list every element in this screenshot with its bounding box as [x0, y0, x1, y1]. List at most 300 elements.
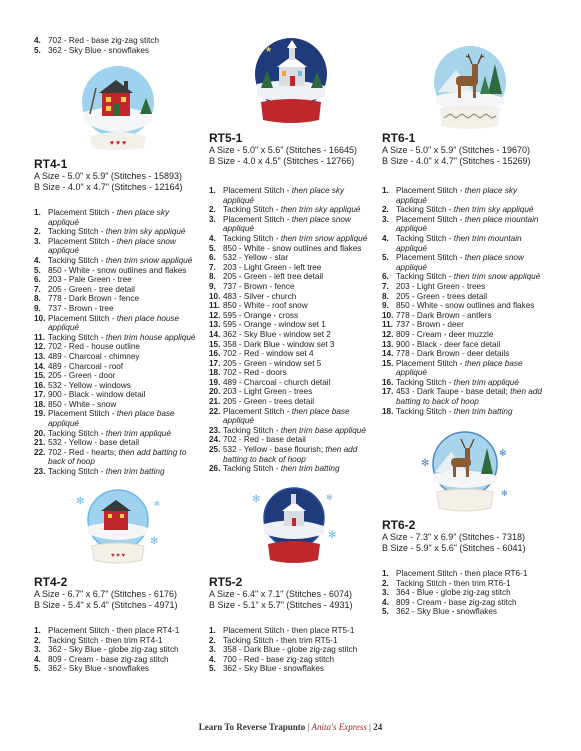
step-plain-text: 362 - Sky Blue - globe zig-zag stitch [48, 645, 179, 655]
step-number: 1. [34, 626, 41, 635]
list-item [382, 205, 548, 215]
step-text [48, 256, 196, 266]
footer-book-title: Learn To Reverse Trapunto [198, 722, 306, 732]
svg-text:♥ ♥ ♥: ♥ ♥ ♥ [110, 553, 126, 559]
footer-publication: Anita's Express [311, 722, 367, 732]
step-number: 14. [382, 349, 394, 359]
step-plain-text: Placement Stitch - [223, 406, 292, 416]
step-text [223, 320, 375, 330]
step-plain-text: 362 - Sky Blue - snowflakes [48, 664, 150, 674]
step-plain-text: 809 - Cream - deer muzzle [396, 329, 494, 339]
list-item [382, 569, 548, 579]
step-text [223, 626, 375, 636]
svg-text:★: ★ [265, 45, 273, 54]
step-number: 17. [34, 390, 46, 400]
svg-text:✻: ✻ [76, 496, 85, 507]
step-text [396, 387, 548, 406]
list-item [34, 362, 196, 372]
list-item [209, 397, 375, 407]
svg-text:✻: ✻ [501, 489, 508, 498]
step-plain-text: 809 - Cream - base zig-zag stitch [396, 597, 517, 607]
design-title: RT5-1 [209, 131, 243, 145]
step-text [396, 340, 548, 350]
step-plain-text: 362 - Sky Blue - snowflakes [48, 45, 150, 55]
step-text [396, 282, 548, 292]
step-plain-text: Placement Stitch - [396, 214, 465, 224]
list-item [209, 445, 375, 464]
step-number: 1. [34, 208, 41, 217]
step-text [223, 349, 375, 359]
size-b: B Size - 4.0" x 4.7" (Stitches - 12164) [34, 181, 183, 192]
step-plain-text: 453 - Dark Taupe - base detail; [396, 387, 511, 397]
step-italic-text: then place house appliqué [48, 313, 180, 333]
step-plain-text: 489 - Charcoal - church detail [223, 377, 331, 387]
footer-separator: | [369, 722, 371, 732]
step-number: 11. [34, 332, 45, 342]
list-item [382, 378, 548, 388]
list-item [34, 409, 196, 428]
step-text [48, 448, 196, 467]
step-number: 3. [382, 588, 389, 598]
step-plain-text: Placement Stitch - [48, 409, 117, 419]
list-item [209, 215, 375, 234]
list-item [209, 320, 375, 330]
step-plain-text: 702 - Red - base zig-zag stitch [48, 36, 160, 45]
section-rt5-2 [209, 575, 375, 674]
list-item [382, 301, 548, 311]
list-item [34, 429, 196, 439]
step-text [48, 390, 196, 400]
step-italic-text: then place base appliqué [223, 406, 350, 426]
step-plain-text: 702 - Red - house outline [48, 342, 140, 352]
design-title: RT4-2 [34, 575, 68, 589]
step-plain-text: Placement Stitch - [48, 208, 117, 217]
step-number: 18. [209, 368, 221, 378]
list-item [382, 349, 548, 359]
list-item [382, 311, 548, 321]
step-italic-text: then trim snow appliqué [453, 272, 541, 282]
step-number: 3. [382, 214, 389, 224]
step-plain-text: Tacking Stitch - [48, 332, 106, 342]
step-plain-text: Placement Stitch - [48, 313, 117, 323]
step-number: 23. [34, 467, 46, 477]
list-item [209, 349, 375, 359]
step-italic-text: then place base appliqué [48, 409, 175, 429]
step-text [396, 301, 548, 311]
step-plain-text: 737 - Brown - deer [396, 320, 464, 330]
step-text [48, 381, 196, 391]
svg-text:✻: ✻ [150, 536, 159, 547]
list-item [382, 359, 548, 378]
step-plain-text: 205 - Green - window set 5 [223, 358, 322, 368]
rt6-2-globe-image [419, 426, 511, 516]
step-text [396, 272, 548, 282]
steps-list [209, 186, 375, 474]
step-plain-text: 532 - Yellow - base flourish; [223, 445, 326, 455]
design-title: RT5-2 [209, 575, 243, 589]
step-plain-text: 205 - Green - left tree detail [223, 272, 324, 282]
step-number: 4. [209, 233, 216, 243]
step-text [223, 407, 375, 426]
list-item [209, 234, 375, 244]
steps-list [34, 36, 194, 55]
step-italic-text: then trim sky appliqué [280, 205, 361, 215]
step-plain-text: 700 - Red - base zig-zag stitch [223, 654, 335, 664]
design-title: RT6-2 [382, 518, 416, 532]
svg-text:✻: ✻ [326, 493, 333, 502]
page-footer [0, 722, 581, 732]
list-item [209, 282, 375, 292]
step-plain-text: 489 - Charcoal - chimney [48, 351, 140, 361]
step-number: 16. [382, 377, 394, 387]
size-b: B Size - 5.4" x 5.4" (Stitches - 4971) [34, 599, 178, 610]
step-italic-text: then trim batting [105, 467, 165, 477]
step-text [223, 234, 375, 244]
step-text [396, 320, 548, 330]
step-plain-text: Placement Stitch - [396, 186, 465, 195]
step-number: 7. [34, 284, 41, 294]
step-text [396, 292, 548, 302]
list-item [382, 588, 548, 598]
rt4-1-globe-image [76, 62, 160, 154]
step-number: 12. [382, 329, 394, 339]
step-text [223, 340, 375, 350]
list-item [209, 253, 375, 263]
step-number: 22. [34, 447, 46, 457]
step-italic-text: then trim base appliqué [280, 425, 366, 435]
step-number: 1. [209, 186, 216, 195]
step-italic-text: then place snow appliqué [396, 253, 524, 272]
list-item [209, 301, 375, 311]
step-number: 25. [209, 445, 221, 455]
step-text [48, 352, 196, 362]
step-number: 3. [34, 645, 41, 655]
steps-list [34, 626, 200, 674]
step-plain-text: 850 - White - snow outlines and flakes [48, 265, 187, 275]
step-number: 10. [34, 313, 46, 323]
step-plain-text: 489 - Charcoal - roof [48, 361, 124, 371]
step-plain-text: Placement Stitch - [48, 236, 117, 246]
step-number: 11. [382, 320, 393, 330]
list-item [209, 645, 375, 655]
svg-text:✻: ✻ [499, 448, 507, 458]
step-number: 2. [34, 227, 41, 237]
list-item [34, 664, 200, 674]
rt6-1-globe-image [428, 42, 512, 134]
list-item [382, 215, 548, 234]
list-item [209, 387, 375, 397]
list-item [34, 333, 196, 343]
step-text [223, 397, 375, 407]
step-text [223, 387, 375, 397]
step-italic-text: then trim batting [280, 464, 340, 474]
step-plain-text: 205 - Green - tree detail [48, 284, 135, 294]
step-plain-text: Tacking Stitch - [48, 255, 106, 265]
list-item [34, 390, 196, 400]
step-text [223, 445, 375, 464]
step-text [396, 234, 548, 253]
step-italic-text: then place mountain appliqué [396, 214, 539, 234]
list-item [209, 340, 375, 350]
step-text [223, 301, 375, 311]
step-text [223, 186, 375, 205]
steps-list [382, 569, 548, 617]
step-number: 4. [209, 654, 216, 664]
step-plain-text: 702 - Red - hearts; [48, 447, 119, 457]
size-b: B Size - 4.0 x 4.5" (Stitches - 12766) [209, 155, 355, 166]
step-plain-text: Tacking Stitch - [48, 467, 106, 477]
step-plain-text: 702 - Red - doors [223, 368, 287, 378]
step-italic-text: then place sky appliqué [223, 186, 345, 205]
design-title: RT4-1 [34, 157, 68, 171]
step-plain-text: Placement Stitch - [396, 358, 465, 368]
step-text [48, 227, 196, 237]
step-plain-text: Tacking Stitch - then trim RT5-1 [223, 635, 338, 645]
step-plain-text: Tacking Stitch - [396, 406, 454, 416]
step-plain-text: 532 - Yellow - windows [48, 380, 131, 390]
step-plain-text: 362 - Sky Blue - snowflakes [396, 607, 498, 617]
step-number: 10. [209, 291, 221, 301]
step-number: 20. [34, 428, 46, 438]
step-plain-text: Tacking Stitch - [223, 233, 281, 243]
step-number: 15. [34, 371, 46, 381]
list-item [382, 292, 548, 302]
step-text [396, 349, 548, 359]
step-number: 6. [382, 272, 389, 282]
step-text [223, 272, 375, 282]
list-item [34, 237, 196, 256]
step-plain-text: 737 - Brown - tree [48, 303, 114, 313]
step-text [396, 311, 548, 321]
size-a: A Size - 5.0" x 5.6" (Stitches - 16645) [209, 145, 357, 155]
list-item [34, 352, 196, 362]
list-item [209, 263, 375, 273]
step-number: 5. [209, 243, 216, 253]
step-text [396, 598, 548, 608]
list-item [382, 340, 548, 350]
step-plain-text: 737 - Brown - fence [223, 281, 295, 291]
size-b: B Size - 4.0" x 4.7" (Stitches - 15269) [382, 155, 531, 166]
step-number: 2. [209, 635, 216, 645]
step-italic-text: then add batting to back of hoop [396, 387, 542, 407]
list-item [34, 342, 196, 352]
section-rt6-2 [382, 518, 548, 617]
step-plain-text: 900 - Black - window detail [48, 390, 146, 400]
list-item [209, 186, 375, 205]
step-plain-text: 595 - Orange - cross [223, 310, 299, 320]
list-item [209, 272, 375, 282]
list-item [209, 378, 375, 388]
list-item [209, 244, 375, 254]
step-number: 22. [209, 406, 221, 416]
step-number: 8. [382, 291, 389, 301]
step-text [223, 378, 375, 388]
section-rt4-1 [34, 157, 196, 477]
step-number: 3. [34, 236, 41, 246]
list-item [382, 234, 548, 253]
step-number: 2. [382, 578, 389, 588]
step-plain-text: 483 - Silver - church [223, 291, 297, 301]
step-number: 21. [34, 438, 46, 448]
step-plain-text: 532 - Yellow - star [223, 253, 289, 263]
step-number: 5. [34, 664, 41, 674]
step-text [48, 275, 196, 285]
size-b: B Size - 5.1" x 5.7" (Stitches - 4931) [209, 599, 353, 610]
step-plain-text: Tacking Stitch - [223, 464, 281, 474]
step-text [48, 342, 196, 352]
step-text [396, 359, 548, 378]
step-italic-text: then place sky appliqué [48, 208, 170, 227]
footer-separator: | [307, 722, 310, 732]
step-number: 15. [382, 358, 394, 368]
step-plain-text: 778 - Dark Brown - fence [48, 294, 140, 304]
list-item [34, 36, 194, 46]
step-plain-text: 362 - Sky Blue - window set 2 [223, 329, 331, 339]
step-number: 4. [34, 654, 41, 664]
step-text [223, 263, 375, 273]
list-item [34, 266, 196, 276]
step-text [48, 400, 196, 410]
list-item [382, 407, 548, 417]
step-plain-text: Tacking Stitch - [396, 272, 454, 282]
list-item [34, 371, 196, 381]
list-item [382, 320, 548, 330]
step-text [48, 46, 194, 56]
step-number: 24. [209, 435, 221, 445]
step-plain-text: Tacking Stitch - then trim RT6-1 [396, 578, 511, 588]
step-number: 11. [209, 301, 220, 311]
list-item [209, 359, 375, 369]
step-italic-text: then place snow appliqué [48, 236, 176, 256]
list-item [34, 636, 200, 646]
step-number: 2. [209, 205, 216, 215]
step-number: 20. [209, 387, 221, 397]
step-number: 7. [382, 281, 389, 291]
step-italic-text: then trim batting [453, 406, 513, 416]
list-item [382, 579, 548, 589]
step-text [223, 464, 375, 474]
step-plain-text: Tacking Stitch - [396, 205, 454, 215]
list-item [209, 368, 375, 378]
step-number: 12. [34, 342, 46, 352]
step-number: 9. [382, 301, 389, 311]
list-item [209, 311, 375, 321]
step-text [223, 426, 375, 436]
step-text [223, 215, 375, 234]
step-plain-text: 778 - Dark Brown - deer details [396, 349, 510, 359]
step-text [48, 626, 200, 636]
step-plain-text: 900 - Black - deer face detail [396, 339, 501, 349]
step-plain-text: Tacking Stitch - then trim RT4-1 [48, 635, 163, 645]
list-item [209, 435, 375, 445]
step-text [396, 378, 548, 388]
size-a: A Size - 6.4" x 7.1" (Stitches - 6074) [209, 589, 352, 599]
step-text [48, 409, 196, 428]
list-item [34, 400, 196, 410]
list-item [382, 272, 548, 282]
step-plain-text: Placement Stitch - [223, 186, 292, 195]
svg-text:✻: ✻ [252, 494, 261, 505]
step-plain-text: 850 - White - snow outlines and flakes [396, 301, 535, 311]
step-number: 23. [209, 425, 221, 435]
svg-text:✻: ✻ [154, 501, 160, 508]
step-plain-text: Tacking Stitch - [223, 425, 281, 435]
step-text [396, 330, 548, 340]
list-item [209, 407, 375, 426]
step-plain-text: 203 - Light Green - left tree [223, 262, 322, 272]
step-text [396, 205, 548, 215]
step-number: 5. [34, 265, 41, 275]
step-text [48, 333, 196, 343]
list-item [34, 208, 196, 227]
step-text [223, 645, 375, 655]
step-plain-text: 702 - Red - base detail [223, 435, 306, 445]
step-number: 4. [382, 597, 389, 607]
step-text [396, 253, 548, 272]
step-number: 15. [209, 339, 221, 349]
step-plain-text: 702 - Red - window set 4 [223, 349, 314, 359]
step-number: 16. [34, 380, 46, 390]
list-item [34, 314, 196, 333]
step-text [223, 636, 375, 646]
list-item [34, 467, 196, 477]
size-a: A Size - 5.0" x 5.9" (Stitches - 19670) [382, 145, 530, 155]
step-italic-text: then trim appliqué [105, 428, 171, 438]
list-top-partial [34, 36, 194, 55]
step-text [223, 664, 375, 674]
step-text [48, 371, 196, 381]
step-plain-text: 203 - Light Green - trees [396, 281, 486, 291]
step-text [48, 664, 200, 674]
step-plain-text: 364 - Blue - globe zig-zag stitch [396, 588, 511, 598]
step-text [223, 282, 375, 292]
list-item [209, 664, 375, 674]
step-plain-text: 205 - Green - trees detail [396, 291, 488, 301]
step-italic-text: then trim house appliqué [105, 332, 196, 342]
step-text [48, 36, 194, 46]
step-number: 5. [209, 664, 216, 674]
step-text [48, 429, 196, 439]
step-number: 13. [382, 339, 394, 349]
step-text [48, 294, 196, 304]
steps-list [209, 626, 375, 674]
svg-text:✻: ✻ [421, 458, 430, 469]
step-italic-text: then place sky appliqué [396, 186, 518, 205]
list-item [382, 607, 548, 617]
step-text [48, 438, 196, 448]
step-number: 5. [382, 253, 389, 263]
step-number: 6. [209, 253, 216, 263]
step-text [223, 311, 375, 321]
step-number: 5. [382, 607, 389, 617]
step-plain-text: 850 - White - roof snow [223, 301, 308, 311]
step-italic-text: then trim snow appliqué [280, 233, 368, 243]
step-plain-text: 809 - Cream - base zig-zag stitch [48, 654, 169, 664]
step-plain-text: Placement Stitch - then place RT5-1 [223, 626, 355, 635]
list-item [209, 464, 375, 474]
step-plain-text: Placement Stitch - [396, 253, 465, 263]
list-item [34, 304, 196, 314]
list-item [209, 426, 375, 436]
step-number: 1. [209, 626, 216, 635]
steps-list [382, 186, 548, 416]
list-item [382, 253, 548, 272]
step-plain-text: 203 - Light Green - trees [223, 387, 313, 397]
step-text [223, 292, 375, 302]
section-rt6-1 [382, 131, 548, 416]
size-a: A Size - 7.3" x 6.9" (Stitches - 7318) [382, 532, 525, 542]
step-italic-text: then trim sky appliqué [105, 227, 186, 237]
